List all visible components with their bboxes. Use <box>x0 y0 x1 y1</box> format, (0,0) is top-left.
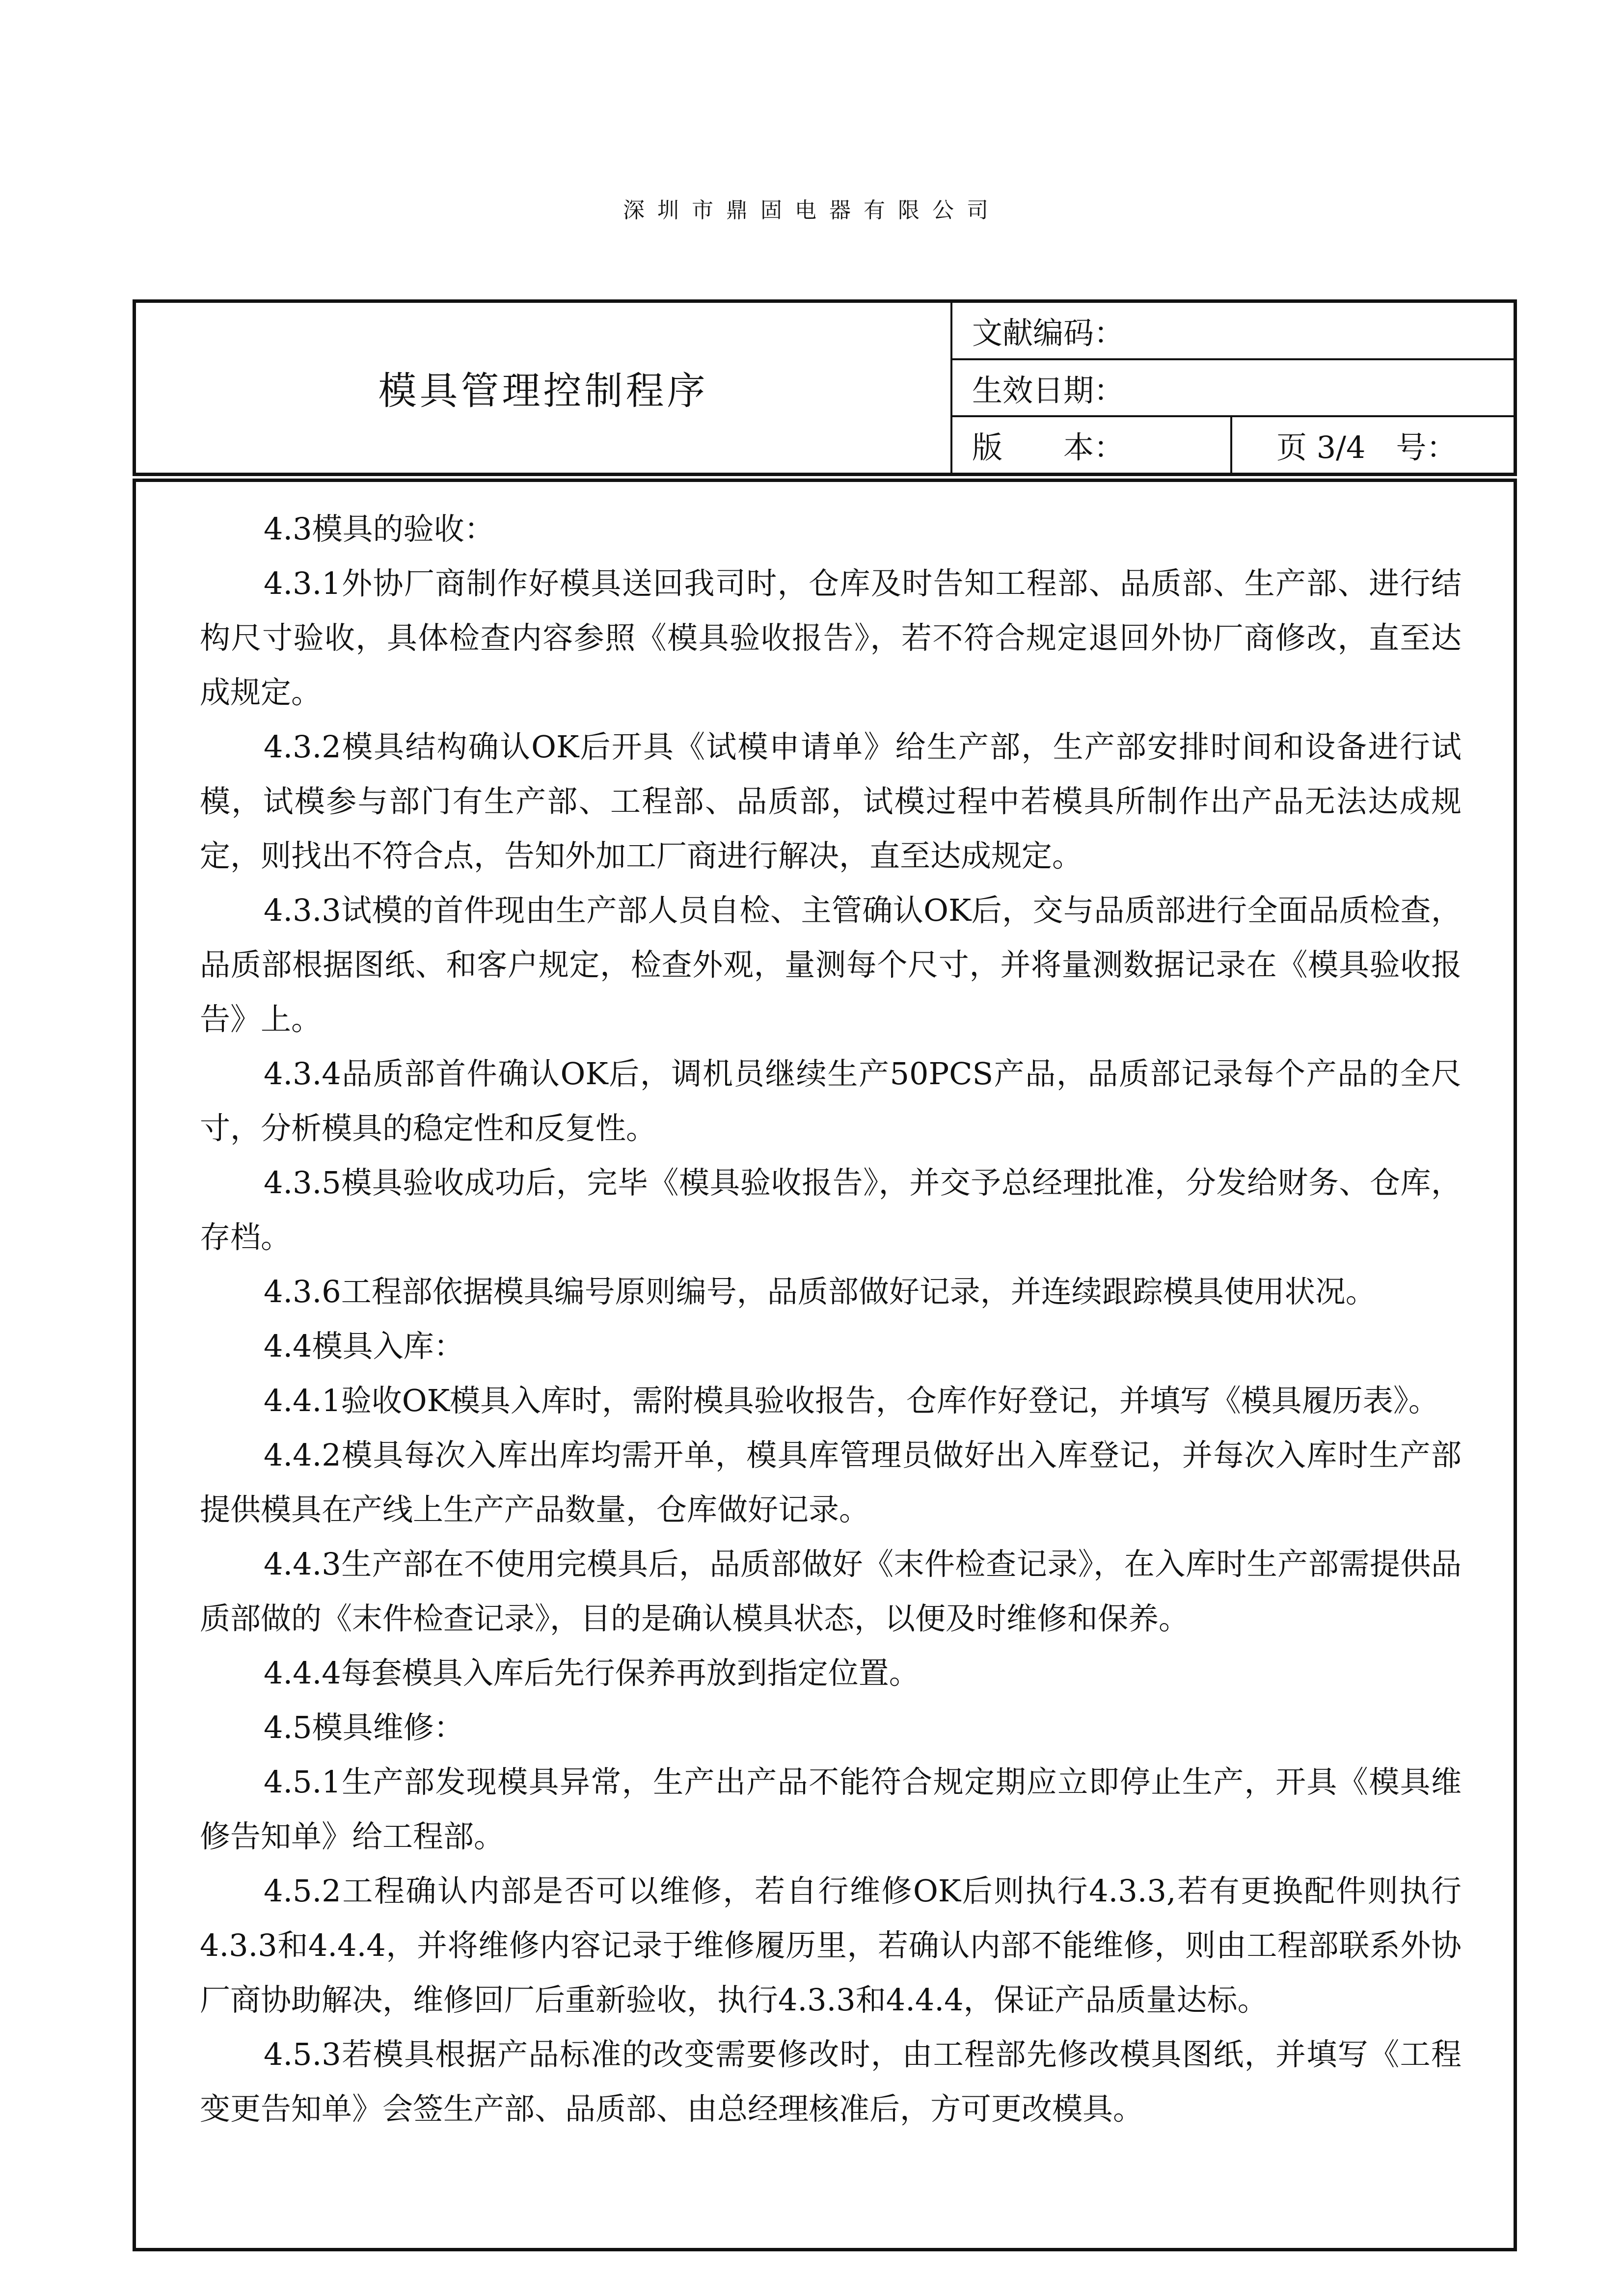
paragraph: 4.3.3试模的首件现由生产部人员自检、主管确认OK后，交与品质部进行全面品质检查，品质部根据图纸、和客户规定，检查外观，量测每个尺寸，并将量测数据记录在《模具验收报告》上。 <box>200 892 1462 1037</box>
paragraph: 4.3.1外协厂商制作好模具送回我司时，仓库及时告知工程部、品质部、生产部、进行结构尺寸验收，具体检查内容参照《模具验收报告》，若不符合规定退回外协厂商修改，直至达成规定。 <box>200 565 1462 710</box>
page-label: 页 3/4 号： <box>1276 429 1457 466</box>
paragraph: 4.5.3若模具根据产品标准的改变需要修改时，由工程部先修改模具图纸，并填写《工程变更告知单》会签生产部、品质部、由总经理核准后，方可更改模具。 <box>200 2036 1462 2127</box>
effective-date-label: 生效日期： <box>972 372 1125 408</box>
company-name: 深圳市鼎固电器有限公司 <box>623 198 1001 223</box>
paragraph: 4.5.2工程确认内部是否可以维修，若自行维修OK后则执行4.3.3,若有更换配件则执行4.3.3和4.4.4，并将维修内容记录于维修履历里，若确认内部不能维修，则由工程部联系外协厂商协助解决，维修回厂后重新验收，执行4.3.3和4.4.4，保证产品质量达标。 <box>200 1873 1462 2018</box>
paragraph: 4.4模具入库： <box>264 1328 464 1364</box>
paragraph: 4.3.5模具验收成功后，完毕《模具验收报告》，并交予总经理批准，分发给财务、仓库，存档。 <box>200 1165 1462 1255</box>
paragraph: 4.4.4每套模具入库后先行保养再放到指定位置。 <box>264 1655 920 1691</box>
paragraph: 4.4.3生产部在不使用完模具后，品质部做好《末件检查记录》，在入库时生产部需提供品质部做的《末件检查记录》，目的是确认模具状态，以便及时维修和保养。 <box>200 1546 1462 1636</box>
document-header-table <box>133 299 1517 476</box>
version-cell <box>952 417 1232 473</box>
doc-code-label: 文献编码： <box>972 315 1125 351</box>
paragraph: 4.3.4品质部首件确认OK后，调机员继续生产50PCS产品，品质部记录每个产品的全尺寸，分析模具的稳定性和反复性。 <box>200 1056 1462 1146</box>
document-meta <box>952 303 1514 473</box>
paragraph: 4.5模具维修： <box>264 1709 464 1745</box>
content-box <box>133 479 1517 2251</box>
version-page-row <box>952 417 1514 473</box>
paragraph: 4.4.1验收OK模具入库时，需附模具验收报告，仓库作好登记，并填写《模具履历表》。 <box>264 1383 1439 1418</box>
effective-date-row <box>952 360 1514 418</box>
version-label: 版 本： <box>972 429 1125 466</box>
procedure-text <box>200 502 1462 2136</box>
paragraph: 4.5.1生产部发现模具异常，生产出产品不能符合规定期应立即停止生产，开具《模具维修告知单》给工程部。 <box>200 1764 1462 1854</box>
page-cell <box>1232 423 1457 467</box>
document-title: 模具管理控制程序 <box>136 303 952 473</box>
paragraph: 4.4.2模具每次入库出库均需开单，模具库管理员做好出入库登记，并每次入库时生产部提供模具在产线上生产产品数量，仓库做好记录。 <box>200 1437 1462 1527</box>
doc-code-row <box>952 303 1514 360</box>
paragraph: 4.3.6工程部依据模具编号原则编号，品质部做好记录，并连续跟踪模具使用状况。 <box>264 1274 1376 1309</box>
paragraph: 4.3模具的验收： <box>264 511 495 547</box>
paragraph: 4.3.2模具结构确认OK后开具《试模申请单》给生产部，生产部安排时间和设备进行试模，试模参与部门有生产部、工程部、品质部，试模过程中若模具所制作出产品无法达成规定，则找出不符合点，告知外加工厂商进行解决，直至达成规定。 <box>200 729 1462 874</box>
